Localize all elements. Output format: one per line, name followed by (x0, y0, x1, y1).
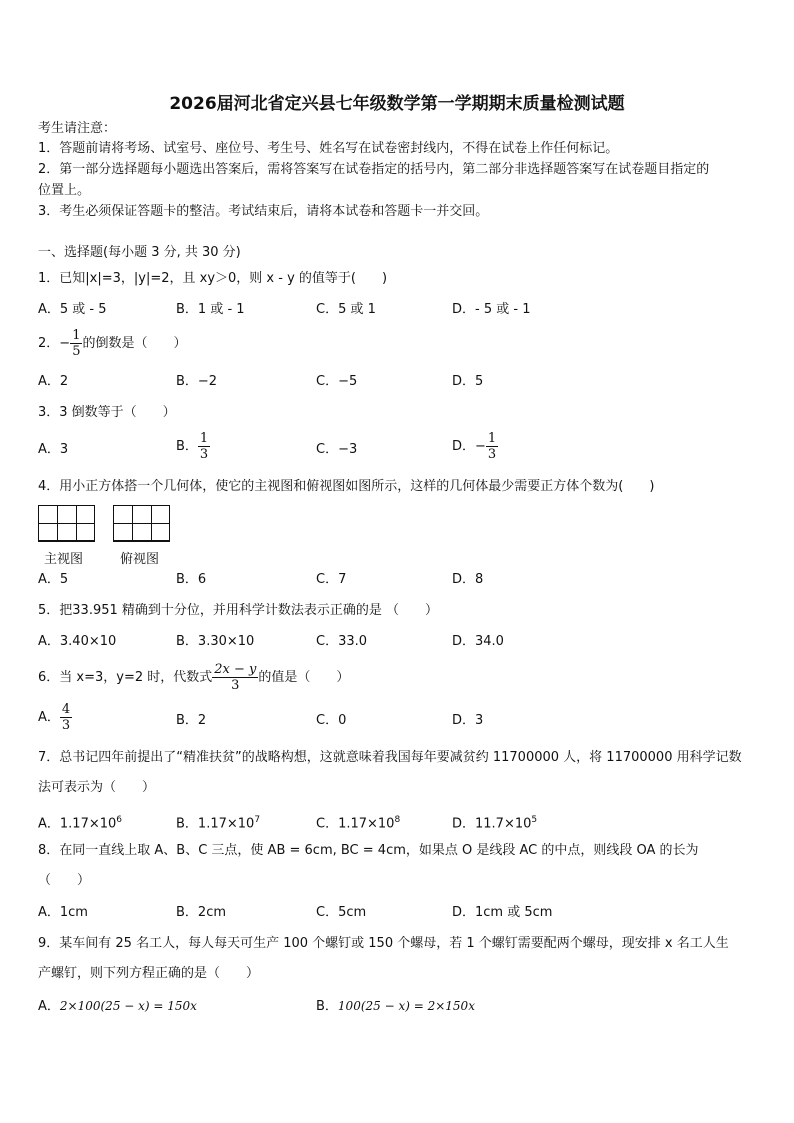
q7-stem-line-1: 7．总书记四年前提出了“精准扶贫”的战略构想，这就意味着我国每年要减贫约 11700000 人，将 11700000 用科学记数 (38, 750, 742, 765)
q2-stem (38, 328, 186, 359)
page-title: 2026届河北省定兴县七年级数学第一学期期末质量检测试题 (169, 94, 625, 114)
section-heading: 一、选择题(每小题 3 分, 共 30 分) (38, 245, 241, 260)
q8-stem-line-1: 8．在同一直线上取 A、B、C 三点，使 AB = 6cm, BC = 4cm，如果点 O 是线段 AC 的中点，则线段 OA 的长为 (38, 843, 699, 858)
q3-option-a: A．3 (38, 442, 69, 457)
q8-option-b: B．2cm (176, 905, 227, 920)
q9-stem-line-2: 产螺钉，则下列方程正确的是（ ） (38, 966, 260, 981)
top-view-caption: 俯视图 (120, 552, 160, 567)
q4-option-d: D．8 (452, 572, 484, 587)
q2-option-d: D．5 (452, 374, 484, 389)
q1-option-c: C．5 或 1 (316, 302, 376, 317)
q6-stem (38, 662, 349, 693)
q7-option-a-base: A．1.17×10 (38, 816, 117, 832)
q5-option-d: D．34.0 (452, 634, 504, 649)
q9-option-a-label: A． (38, 999, 60, 1014)
q9-stem-line-1: 9．某车间有 25 名工人，每人每天可生产 100 个螺钉或 150 个螺母，若 1 个螺钉需要配两个螺母，现安排 x 名工人生 (38, 936, 729, 951)
notice-item-1: 1．答题前请将考场、试室号、座位号、考生号、姓名写在试卷密封线内，不得在试卷上作任何标记。 (38, 141, 619, 156)
q2-fraction (70, 328, 82, 359)
q7-option-d-base: D．11.7×10 (452, 816, 532, 832)
q2-frac-den: 5 (72, 344, 81, 359)
q8-option-d: D．1cm 或 5cm (452, 905, 553, 920)
q3-option-c: C．−3 (316, 442, 358, 457)
front-view-cell (57, 523, 77, 542)
q6-frac-den: 3 (231, 678, 240, 693)
front-view-cell (38, 505, 58, 524)
q6-option-a-label: A． (38, 710, 60, 725)
q9-option-b-equation: 100(25 − x) = 2×150x (337, 999, 475, 1013)
q6-frac-num: 2x − y (214, 662, 257, 677)
top-view-cell (151, 505, 170, 524)
q3-option-b (176, 431, 210, 462)
q1-stem-a: 1．已知 (38, 271, 86, 286)
q7-option-d (452, 812, 537, 832)
q9-option-a (38, 998, 197, 1015)
front-view-cell (76, 505, 95, 524)
q6-option-a-num: 4 (61, 702, 71, 717)
top-view-cell (113, 505, 133, 524)
q7-option-a (38, 812, 122, 832)
q2-option-a: A．2 (38, 374, 69, 389)
q2-minus: − (59, 336, 71, 351)
q1-stem-b: |x|=3，|y|=2，且 xy＞0，则 x - y 的值等于( ) (85, 271, 388, 286)
q8-option-a: A．1cm (38, 905, 88, 920)
q2-tail: 的倒数是（ ） (82, 336, 187, 351)
q7-option-b-base: B．1.17×10 (176, 816, 255, 832)
q9-option-b (316, 998, 475, 1015)
q9-option-a-equation: 2×100(25 − x) = 150x (59, 999, 197, 1013)
q7-stem-line-2: 法可表示为（ ） (38, 780, 156, 795)
notice-heading: 考生请注意： (38, 121, 117, 136)
q1-option-b: B．1 或 - 1 (176, 302, 245, 317)
top-view-figure (113, 505, 170, 541)
notice-item-2-cont: 位置上。 (38, 183, 91, 198)
front-view-cell (57, 505, 77, 524)
q4-option-b: B．6 (176, 572, 207, 587)
q4-stem: 4．用小正方体搭一个几何体，使它的主视图和俯视图如图所示，这样的几何体最少需要正方体个数为( ) (38, 479, 655, 494)
q7-option-c-exp: 8 (394, 815, 401, 825)
q6-fraction (212, 662, 258, 693)
q7-option-a-exp: 6 (116, 815, 123, 825)
q3-option-d-den: 3 (487, 447, 497, 462)
q4-option-c: C．7 (316, 572, 347, 587)
q3-option-b-fraction (198, 431, 210, 462)
q8-stem-line-2: （ ） (38, 873, 91, 888)
front-view-figure (38, 505, 95, 541)
q9-option-b-label: B． (316, 999, 338, 1014)
front-view-caption: 主视图 (44, 552, 84, 567)
q6-stem-text: 6．当 x=3，y=2 时，代数式 (38, 670, 213, 685)
q3-option-d (452, 431, 498, 462)
top-view-cell (132, 523, 152, 542)
q7-option-c (316, 812, 400, 832)
q8-option-c: C．5cm (316, 905, 367, 920)
q1-option-d: D．- 5 或 - 1 (452, 302, 531, 317)
q4-option-a: A．5 (38, 572, 69, 587)
notice-item-2: 2．第一部分选择题每小题选出答案后，需将答案写在试卷指定的括号内，第二部分非选择题答案写在试卷题目指定的 (38, 162, 710, 177)
top-view-cell (113, 523, 133, 542)
q6-option-a (38, 702, 72, 733)
q6-option-a-fraction (60, 702, 72, 733)
q7-option-b-exp: 7 (254, 815, 261, 825)
q3-option-b-num: 1 (199, 431, 209, 446)
q3-option-d-num: 1 (487, 431, 497, 446)
notice-item-3: 3．考生必须保证答题卡的整洁。考试结束后，请将本试卷和答题卡一并交回。 (38, 204, 489, 219)
q3-option-b-label: B． (176, 439, 198, 454)
q2-frac-num: 1 (72, 328, 81, 343)
q3-stem: 3．3 倒数等于（ ） (38, 405, 176, 420)
q1-stem (38, 271, 387, 287)
q5-option-b: B．3.30×10 (176, 634, 255, 649)
front-view-cell (38, 523, 58, 542)
q6-option-d: D．3 (452, 713, 484, 728)
q2-num: 2． (38, 336, 60, 351)
front-view-cell (76, 523, 95, 542)
q2-option-b: B．−2 (176, 374, 218, 389)
q5-stem: 5．把33.951 精确到十分位，并用科学计数法表示正确的是 （ ） (38, 603, 439, 618)
top-view-cell (151, 523, 170, 542)
q1-option-a: A．5 或 - 5 (38, 302, 107, 317)
q3-option-d-fraction (486, 431, 498, 462)
q5-option-c: C．33.0 (316, 634, 368, 649)
q7-option-b (176, 812, 260, 832)
top-view-cell (132, 505, 152, 524)
q3-option-b-den: 3 (199, 447, 209, 462)
q6-tail: 的值是（ ） (258, 670, 350, 685)
q5-option-a: A．3.40×10 (38, 634, 117, 649)
q3-option-d-label: D．− (452, 439, 486, 454)
q6-option-c: C．0 (316, 713, 347, 728)
q7-option-d-exp: 5 (531, 815, 538, 825)
q7-option-c-base: C．1.17×10 (316, 816, 395, 832)
q6-option-b: B．2 (176, 713, 207, 728)
q2-option-c: C．−5 (316, 374, 358, 389)
q6-option-a-den: 3 (61, 718, 71, 733)
